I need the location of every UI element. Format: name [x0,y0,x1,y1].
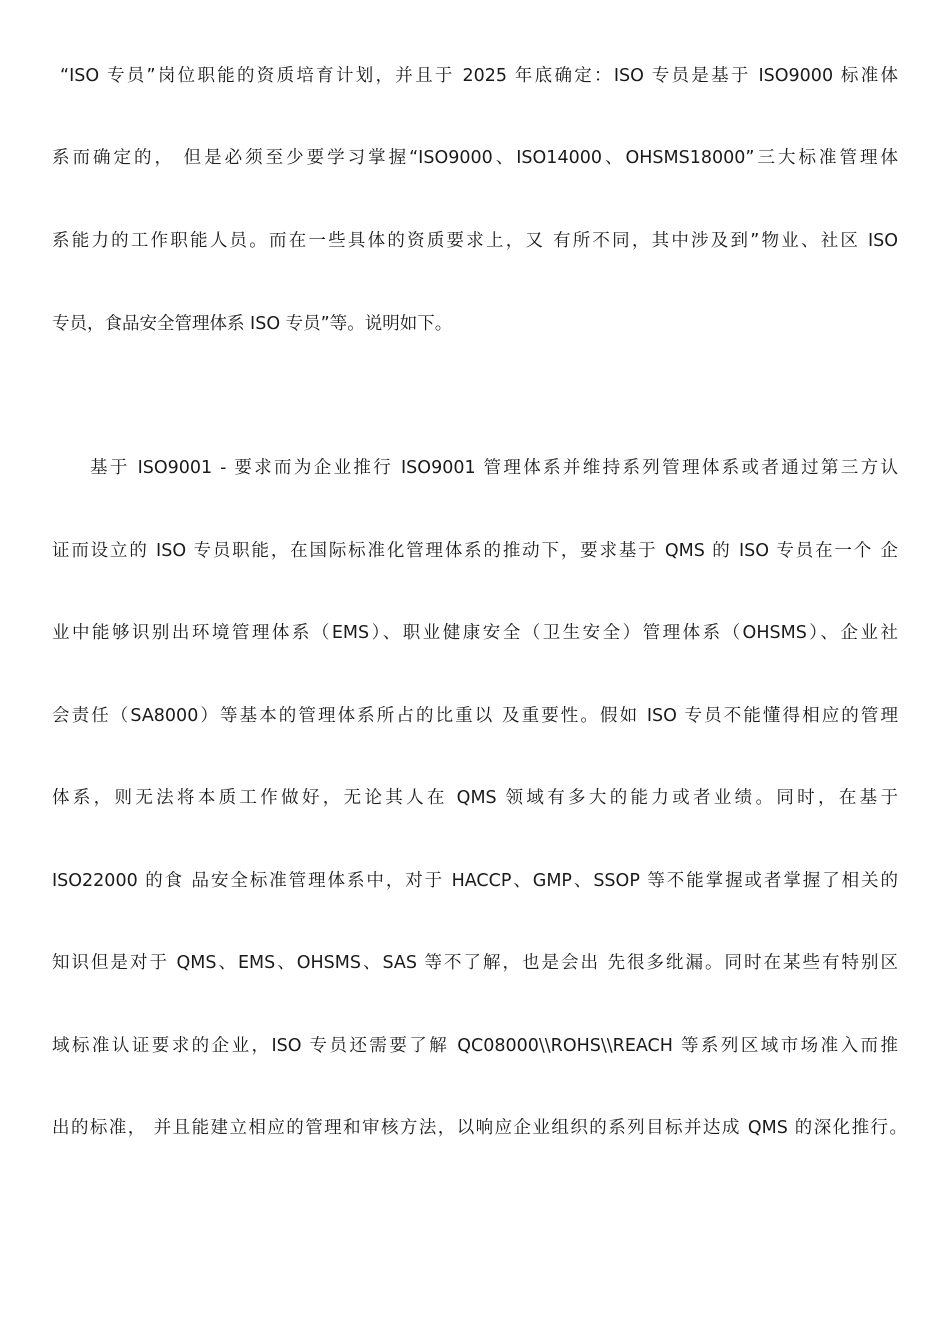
paragraph-1-line-3: 系能力的工作职能人员。而在一些具体的资质要求上，又 有所不同，其中涉及到”物业、社区 ISO [52,231,898,251]
paragraph-1-line-4: 专员，食品安全管理体系 ISO 专员”等。说明如下。 [52,314,453,334]
paragraph-2-line-4: 会责任（SA8000）等基本的管理体系所占的比重以 及重要性。假如 ISO 专员不能懂得相应的管理 [52,706,898,726]
paragraph-2-line-2: 证而设立的 ISO 专员职能，在国际标准化管理体系的推动下，要求基于 QMS 的 ISO 专员在一个 企 [52,541,898,561]
paragraph-2-line-7: 知识但是对于 QMS、EMS、OHSMS、SAS 等不了解，也是会出 先很多纰漏。同时在某些有特别区 [52,953,898,973]
paragraph-1-line-2: 系而确定的， 但是必须至少要学习掌握“ISO9000、ISO14000、OHSMS18000”三大标准管理体 [52,148,898,168]
paragraph-2-line-3: 业中能够识别出环境管理体系（EMS）、职业健康安全（卫生安全）管理体系（OHSMS）、企业社 [52,623,898,643]
paragraph-2-line-1: 基于 ISO9001 - 要求而为企业推行 ISO9001 管理体系并维持系列管理体系或者通过第三方认 [90,458,898,478]
paragraph-2-line-6: ISO22000 的食 品安全标准管理体系中，对于 HACCP、GMP、SSOP 等不能掌握或者掌握了相关的 [52,871,898,891]
paragraph-1-line-1: “ISO 专员”岗位职能的资质培育计划，并且于 2025 年底确定：ISO 专员是基于 ISO9000 标准体 [60,66,898,86]
paragraph-2-line-9: 出的标准， 并且能建立相应的管理和审核方法，以响应企业组织的系列目标并达成 QMS 的深化推行。 [52,1118,907,1138]
paragraph-2-line-5: 体系，则无法将本质工作做好，无论其人在 QMS 领域有多大的能力或者业绩。同时，在基于 [52,788,898,808]
paragraph-2-line-8: 域标准认证要求的企业，ISO 专员还需要了解 QC08000\\ROHS\\REACH 等系列区域市场准入而推 [52,1036,898,1056]
